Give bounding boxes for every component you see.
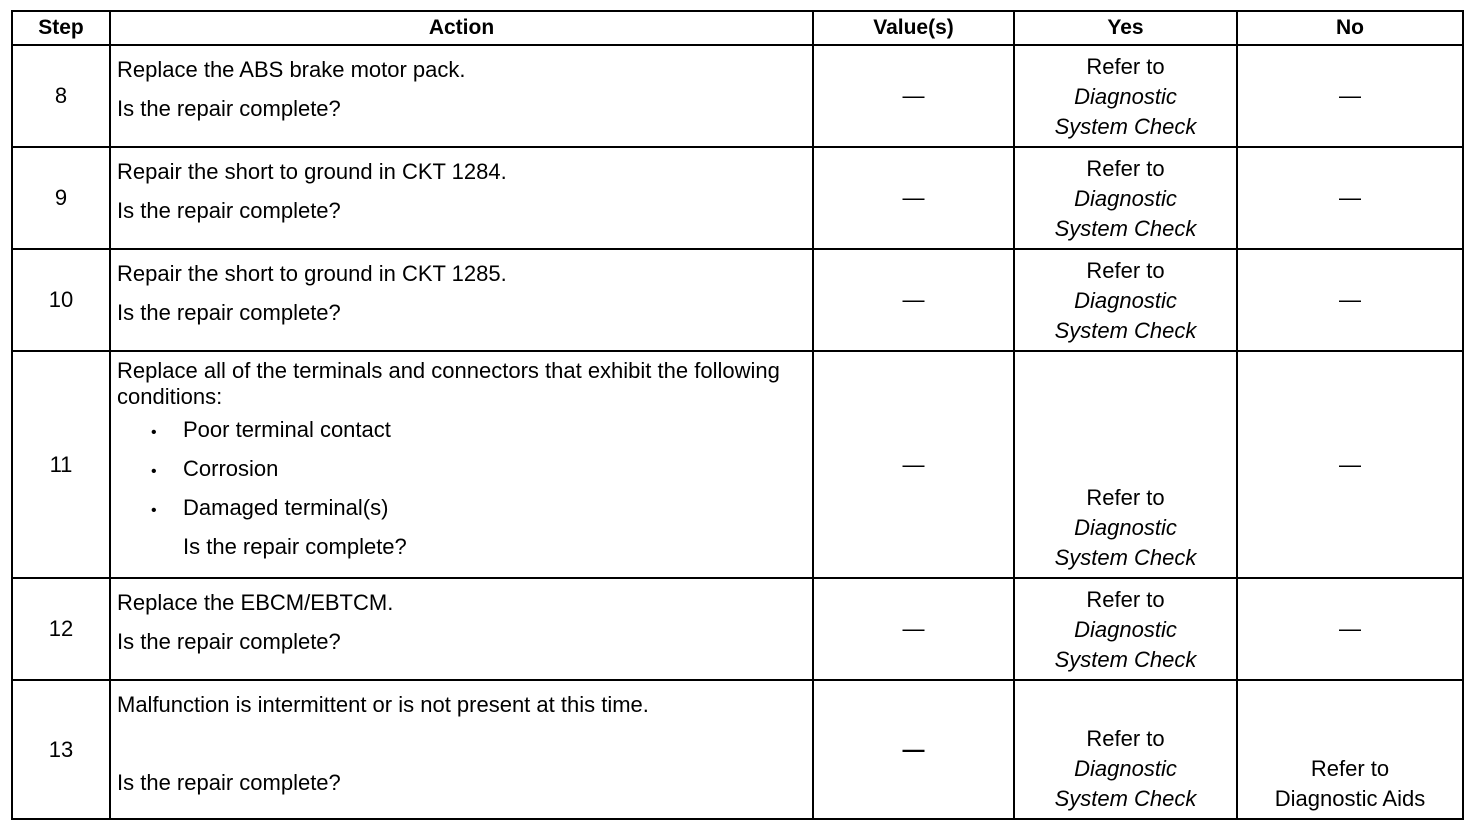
yes-system-check-link[interactable]: System Check xyxy=(1054,786,1197,811)
yes-cell xyxy=(1014,249,1237,351)
no-cell: — xyxy=(1237,45,1463,147)
table-row-step-12 xyxy=(12,578,1463,680)
condition-item xyxy=(117,488,806,527)
step-number: 8 xyxy=(12,45,110,147)
step-number: 9 xyxy=(12,147,110,249)
action-cell xyxy=(110,680,813,819)
header-no: No xyxy=(1237,11,1463,45)
yes-diagnostic-link[interactable]: Diagnostic xyxy=(1074,186,1177,211)
yes-cell xyxy=(1014,45,1237,147)
header-step: Step xyxy=(12,11,110,45)
yes-refer-to: Refer to xyxy=(1086,156,1165,181)
condition-label: Corrosion xyxy=(183,456,279,481)
action-question: Is the repair complete? xyxy=(117,300,341,325)
action-cell xyxy=(110,45,813,147)
yes-system-check-link[interactable]: System Check xyxy=(1054,318,1197,343)
table-row-step-13 xyxy=(12,680,1463,819)
yes-system-check-link[interactable]: System Check xyxy=(1054,114,1197,139)
value-cell: — xyxy=(813,45,1014,147)
action-question: Is the repair complete? xyxy=(117,629,341,654)
value-cell: — xyxy=(813,249,1014,351)
action-text: Replace the ABS brake motor pack. xyxy=(117,57,466,82)
action-cell xyxy=(110,578,813,680)
header-values: Value(s) xyxy=(813,11,1014,45)
no-cell: — xyxy=(1237,578,1463,680)
yes-diagnostic-link[interactable]: Diagnostic xyxy=(1074,756,1177,781)
header-yes: Yes xyxy=(1014,11,1237,45)
yes-system-check-link[interactable]: System Check xyxy=(1054,216,1197,241)
action-text: Malfunction is intermittent or is not present at this time. xyxy=(117,692,649,717)
yes-diagnostic-link[interactable]: Diagnostic xyxy=(1074,288,1177,313)
table-row-step-11 xyxy=(12,351,1463,578)
diagnostic-table xyxy=(11,10,1464,820)
yes-refer-to: Refer to xyxy=(1086,485,1165,510)
bullet-icon: • xyxy=(151,424,157,441)
condition-item xyxy=(117,449,806,488)
action-question: Is the repair complete? xyxy=(117,198,341,223)
yes-diagnostic-link[interactable]: Diagnostic xyxy=(1074,617,1177,642)
action-question: Is the repair complete? xyxy=(117,770,341,795)
step-number: 11 xyxy=(12,351,110,578)
step-number: 10 xyxy=(12,249,110,351)
step-number: 12 xyxy=(12,578,110,680)
header-action: Action xyxy=(110,11,813,45)
table-row-step-10 xyxy=(12,249,1463,351)
yes-refer-to: Refer to xyxy=(1086,587,1165,612)
action-text: Repair the short to ground in CKT 1285. xyxy=(117,261,507,286)
no-cell xyxy=(1237,680,1463,819)
yes-cell xyxy=(1014,351,1237,578)
yes-refer-to: Refer to xyxy=(1086,54,1165,79)
action-cell xyxy=(110,351,813,578)
condition-label: Poor terminal contact xyxy=(183,417,391,442)
action-question: Is the repair complete? xyxy=(183,534,407,559)
bullet-icon: • xyxy=(151,463,157,480)
value-cell: — xyxy=(813,578,1014,680)
yes-cell xyxy=(1014,147,1237,249)
value-cell: — xyxy=(813,147,1014,249)
bullet-icon: • xyxy=(151,502,157,519)
yes-diagnostic-link[interactable]: Diagnostic xyxy=(1074,84,1177,109)
table-row-step-8 xyxy=(12,45,1463,147)
action-cell xyxy=(110,249,813,351)
no-diagnostic-aids-link[interactable]: Diagnostic Aids xyxy=(1274,786,1426,811)
yes-diagnostic-link[interactable]: Diagnostic xyxy=(1074,515,1177,540)
table-row-step-9 xyxy=(12,147,1463,249)
action-cell xyxy=(110,147,813,249)
action-text: Replace the EBCM/EBTCM. xyxy=(117,590,394,615)
action-text: Repair the short to ground in CKT 1284. xyxy=(117,159,507,184)
yes-cell xyxy=(1014,578,1237,680)
yes-refer-to: Refer to xyxy=(1086,258,1165,283)
no-refer-to: Refer to xyxy=(1310,756,1390,781)
action-text: Replace all of the terminals and connectors that exhibit the following conditions: xyxy=(117,358,780,409)
value-cell: — xyxy=(813,351,1014,578)
value-cell: — xyxy=(813,680,1014,819)
no-cell: — xyxy=(1237,351,1463,578)
no-cell: — xyxy=(1237,249,1463,351)
yes-cell xyxy=(1014,680,1237,819)
no-cell: — xyxy=(1237,147,1463,249)
header-row xyxy=(12,11,1463,45)
yes-refer-to: Refer to xyxy=(1086,726,1165,751)
yes-system-check-link[interactable]: System Check xyxy=(1054,545,1197,570)
yes-system-check-link[interactable]: System Check xyxy=(1054,647,1197,672)
condition-item xyxy=(117,410,806,449)
spacer xyxy=(117,724,806,763)
condition-label: Damaged terminal(s) xyxy=(183,495,389,520)
step-number: 13 xyxy=(12,680,110,819)
action-question: Is the repair complete? xyxy=(117,96,341,121)
